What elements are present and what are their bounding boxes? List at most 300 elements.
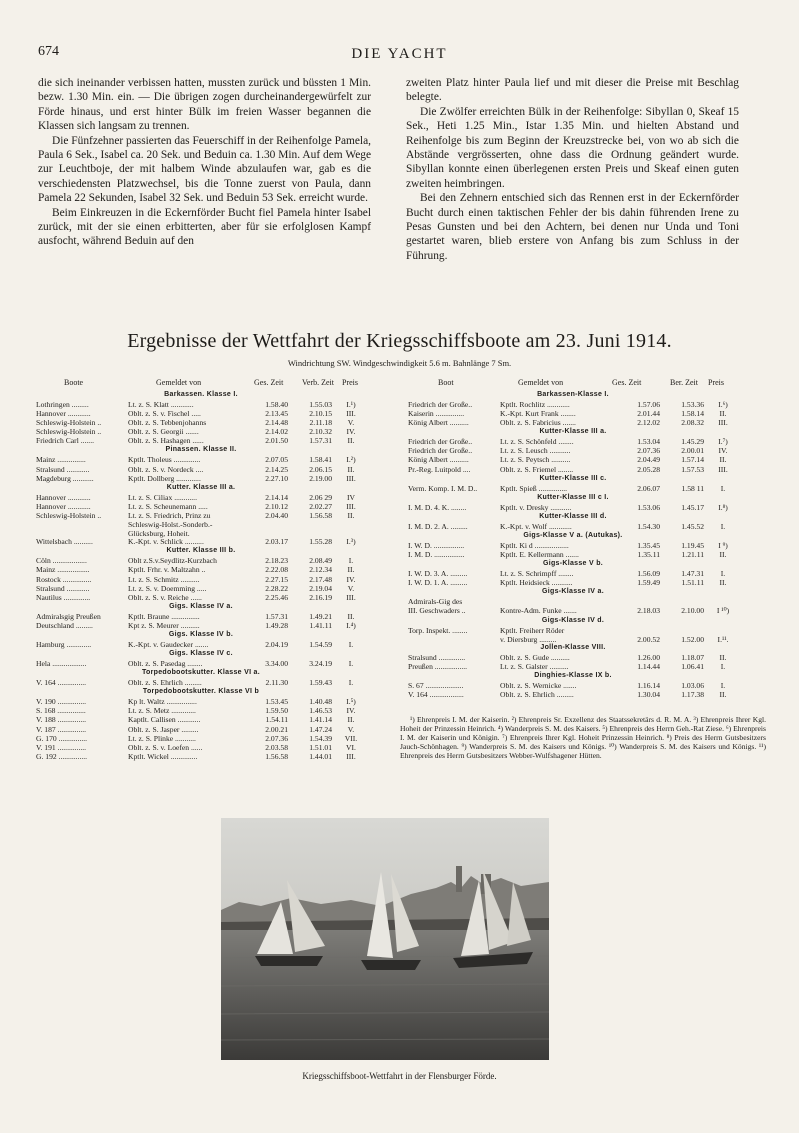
class-heading: Torpedobootskutter. Klasse VI b [142,688,260,696]
cell-elapsed: 1.56.09 [637,569,660,579]
cell-entrant: Oblt. z. S. v. Nordeck .... [128,464,204,474]
cell-entrant: Oblt. z. S. Gude .......... [500,653,570,663]
cell-elapsed: 2.07.05 [265,455,288,465]
cell-entrant: Lt. z. S. Galster .......... [500,662,569,672]
cell-corrected: 1.56.58 [309,510,332,520]
header-prize: Preis [342,378,358,387]
cell-entrant: Lt. z. S. Friedrich, Prinz zu [128,510,211,520]
cell-elapsed: 1.53.04 [637,437,660,447]
cell-corrected: 1.45.29 [681,437,704,447]
running-title: DIE YACHT [351,46,448,62]
table-row [36,409,366,418]
cell-boat: Friedrich der Große.. [408,437,473,447]
cell-elapsed: 1.53.06 [637,502,660,512]
cell-prize: II. [347,715,355,725]
cell-entrant: Oblt. z. S. Fabricius ....... [500,418,576,428]
cell-entrant: Kptlt. Wickel .............. [128,751,198,761]
cell-elapsed: 2.18.23 [265,556,288,566]
cell-corrected: 1.51.01 [309,742,332,752]
cell-entrant: Oblt. z. S. v. Fischel ..... [128,409,201,419]
cell-entrant: Kontre-Adm. Funke ....... [500,606,577,616]
cell-elapsed: 1.53.45 [265,697,288,707]
cell-boat: G. 192 ............... [36,751,88,761]
cell-entrant: K.-Kpt. v. Gaudecker ....... [128,639,209,649]
cell-prize: I.¹¹. [717,634,729,644]
header-entrant: Gemeldet von [518,378,564,387]
cell-corrected: 1.40.48 [309,697,332,707]
cell-prize: I. [720,662,726,672]
cell-corrected: 1.41.14 [309,715,332,725]
cell-elapsed: 1.56.58 [265,751,288,761]
header-boat: Boot [438,378,454,387]
cell-corrected: 2.06 29 [309,492,332,502]
cell-corrected: 1.46.53 [309,706,332,716]
cell-entrant: Kptlt. Heidsieck ........... [500,578,573,588]
table-row [408,465,738,474]
table-row [408,522,738,531]
class-heading: Gigs. Klasse IV a. [169,602,233,610]
cell-elapsed: 2.13.45 [265,409,288,419]
cell-elapsed: 2.06.07 [637,483,660,493]
race-conditions: Windrichtung SW. Windgeschwindigkeit 5.6 m. Bahnlänge 7 Sm. [287,358,512,368]
cell-entrant: Oblt. z. S. Tebbenjohanns [128,418,207,428]
cell-entrant: Lt. z. S. Schmitz .......... [128,574,200,584]
table-row [36,621,366,630]
table-row [36,493,366,502]
cell-boat: Cöln .................. [36,556,87,566]
cell-corrected: 2.10.32 [309,427,332,437]
cell-prize: I.⁸) [718,502,728,512]
article-right-column [406,76,739,263]
results-table-right [408,376,738,700]
cell-corrected: 1.51.11 [681,578,704,588]
cell-boat: Lothringen ......... [36,400,89,409]
cell-corrected: 1.47.24 [309,724,332,734]
cell-entrant: K.-Kpt. Kurt Frank ........ [500,409,576,419]
cell-prize: VII. [344,733,358,743]
cell-entrant: Lt. z. S. v. Doemming ..... [128,583,207,593]
cell-boat: Nautilus .............. [36,592,91,602]
cell-corrected: 1.17.38 [681,690,704,700]
cell-elapsed: 2.07.36 [265,733,288,743]
cell-entrant: K.-Kpt. v. Schlick .......... [128,537,204,547]
cell-prize: III. [718,464,728,474]
cell-entrant: Kptlt. Ki d .................. [500,540,569,550]
cell-elapsed: 2.14.14 [265,492,288,502]
table-row [36,752,366,761]
cell-corrected: 1.18.07 [681,653,704,663]
cell-boat: Friedrich der Große.. [408,446,473,456]
cell-boat: I. M. D. ................ [408,550,465,560]
cell-elapsed: 2.00.52 [637,634,660,644]
page-number: 674 [38,44,59,59]
photo-caption: Kriegsschiffsboot-Wettfahrt in der Flensburger Förde. [302,1071,497,1081]
table-row [408,541,738,550]
cell-elapsed: 2.11.30 [265,678,288,688]
results-table-left [36,376,366,761]
table-row [36,465,366,474]
cell-entrant: Oblt. z. S. Jasper ......... [128,724,199,734]
table-row [36,715,366,724]
class-heading: Gigs-Klasse V b. [542,560,604,568]
cell-elapsed: 1.54.30 [637,521,660,531]
cell-boat: V. 188 ............... [36,715,87,725]
footnote-text: ¹) Ehrenpreis I. M. der Kaiserin. ²) Ehrenpreis Sr. Exzellenz des Staatssekretärs d. R. M. A. ³) Ehrenpreis Ihrer Kgl. Hoheit der Prinzessin Heinrich. ⁴) Wanderpreis S. M. des Kaisers. ⁵) Ehrenpreis des Herrn Geh.-Rat Ziese. ⁶) Ehrenpreis I. M. der Kaiserin und Königin. ⁷) Ehrenpreis Ihrer Kgl. Hoheit Prinzessin Heinrich. ⁸) Preis des Herrn Gutsbesitzers Jauch-Schönhagen. ⁹) Wanderpreis S. M. des Kaisers und Königs. ¹⁰) Wanderpreis S. M. des Kaisers und Königs. ¹¹) Ehrenpreis des Herrn Gutsbesitzers Webber-Wulfshagener Hütten. [400,715,766,760]
cell-corrected: 2.16.19 [309,592,332,602]
cell-corrected: 1.54.59 [309,639,332,649]
cell-entrant: K.-Kpt. v. Wolf ............ [500,521,572,531]
class-heading: Gigs-Klasse V a. (Autukas). [523,531,623,539]
cell-corrected: 1.45.17 [681,502,704,512]
cell-boat: I. M. D. 4. K. ........ [408,502,467,512]
cell-boat: Schleswig-Holstein .. [36,510,102,520]
table-row [36,575,366,584]
table-row [36,511,366,520]
cell-corrected: 2.08.49 [309,556,332,566]
table-row [408,606,738,615]
cell-elapsed: 1.54.11 [265,715,288,725]
table-row [408,597,738,606]
cell-boat: V. 191 ............... [36,742,87,752]
cell-entrant: v. Diersburg ......... [500,634,557,644]
cell-boat: Stralsund ............ [36,583,90,593]
cell-elapsed: 1.14.44 [637,662,660,672]
cell-boat: Hela .................. [36,659,87,669]
cell-boat: König Albert .......... [408,418,469,428]
class-heading: Gigs-Klasse IV a. [542,588,604,596]
cell-elapsed: 2.05.28 [637,464,660,474]
cell-corrected: 1.06.41 [681,662,704,672]
cell-elapsed: 2.04.19 [265,639,288,649]
class-heading: Kutter. Klasse III a. [166,483,236,491]
cell-corrected: 2.08.32 [681,418,704,428]
cell-elapsed: 1.16.14 [637,681,660,691]
table-row [408,569,738,578]
cell-entrant: Kptlt. Spieß ............... [500,483,568,493]
cell-boat: Hannover ............ [36,501,91,511]
table-row [36,529,366,538]
cell-elapsed: 2.01.50 [265,436,288,446]
cell-boat: Admiralsgig Preußen [36,611,101,621]
cell-corrected: 1.52.00 [681,634,704,644]
class-heading: Torpedobootskutter. Klasse VI a. [142,669,260,677]
cell-corrected: 1.55.03 [309,400,332,409]
cell-corrected: 2.00.01 [681,446,704,456]
paragraph: Die Fünfzehner passierten das Feuerschiff in der Reihenfolge Pamela, Paula 6 Sek., Isabel ca. 20 Sek. und Beduin ca. 1.30 Min. Auf dem Wege zur Leuchtboje, der mit halbem Winde abzulaufen war, gab es die verschiedensten Platzwechsel, bis die Tonne zuerst von Paula, dann Pamela 22 Sekunden, Isabel 32 Sek. und Beduin 53 Sek. erreicht wurde. [38,134,371,205]
cell-corrected: 1.53.36 [681,400,704,409]
cell-entrant: Oblt. z. S. Ehrlich ......... [500,690,574,700]
table-row [36,725,366,734]
class-heading: Kutter-Klasse III a. [539,428,607,436]
class-heading: Gigs-Klasse IV d. [541,616,605,624]
cell-boat: V. 187 ............... [36,724,87,734]
cell-prize: V. [347,583,355,593]
cell-boat: Stralsund .............. [408,653,466,663]
cell-prize: III. [346,501,356,511]
cell-entrant: Kptlt. Freiherr Röder [500,625,565,635]
cell-prize: VI. [346,742,356,752]
cell-boat: S. 168 ............... [36,706,86,716]
class-heading: Kutter-Klasse III c I. [537,493,609,501]
cell-prize: III. [346,751,356,761]
cell-prize: I.⁵) [346,697,356,707]
cell-boat: Preußen ................. [408,662,468,672]
cell-boat: Kaiserin ............... [408,409,465,419]
cell-entrant: Lt. z. S. Schrimpff ........ [500,569,574,579]
cell-entrant: Oblt. z. S. Georgii ....... [128,427,199,437]
cell-corrected: 1.57.14 [681,455,704,465]
cell-elapsed: 2.00.21 [265,724,288,734]
table-row [36,640,366,649]
table-row [36,502,366,511]
cell-elapsed: 2.25.46 [265,592,288,602]
cell-boat: I. W. D. ................ [408,540,465,550]
cell-corrected: 1.57.53 [681,464,704,474]
cell-corrected: 1.58.41 [309,455,332,465]
cell-elapsed: 2.14.25 [265,464,288,474]
table-header [408,376,738,390]
cell-prize: II. [347,510,355,520]
cell-prize: II. [347,436,355,446]
cell-prize: III. [346,473,356,483]
class-heading: Kutter-Klasse III d. [539,512,607,520]
table-row [36,706,366,715]
cell-corrected: 1.49.21 [309,611,332,621]
table-row [408,626,738,635]
cell-elapsed: 2.03.58 [265,742,288,752]
table-row [36,565,366,574]
cell-entrant: Lt. z. S. Schönfeld ........ [500,437,574,447]
table-row [408,681,738,690]
cell-elapsed: 1.35.11 [637,550,660,560]
table-row [36,697,366,706]
cell-entrant: Oblt. z. S. Wernicke ....... [500,681,577,691]
header-prize: Preis [708,378,724,387]
cell-elapsed: 2.18.03 [637,606,660,616]
cell-prize: III. [346,409,356,419]
cell-elapsed: 2.14.48 [265,418,288,428]
cell-boat: V. 164 .................. [408,690,464,700]
cell-entrant: Oblt. z. S. Ehrlich ......... [128,678,202,688]
cell-entrant: Lt. z. S. Ciliax ............ [128,492,197,502]
cell-entrant: Oblt. z. S. v. Reiche ...... [128,592,202,602]
table-row [408,484,738,493]
table-row [408,578,738,587]
cell-boat: Deutschland ......... [36,620,93,630]
cell-entrant: Schleswig-Holst.-Sonderb.- [128,520,213,530]
class-heading: Kutter. Klasse III b. [166,547,236,555]
cell-boat: Torp. Inspekt. ........ [408,625,468,635]
cell-elapsed: 1.57.06 [637,400,660,409]
cell-boat: Hamburg ............. [36,639,92,649]
cell-prize: I. [348,678,354,688]
cell-prize: II. [719,455,727,465]
cell-elapsed: 1.59.50 [265,706,288,716]
cell-boat: Stralsund ............ [36,464,90,474]
cell-elapsed: 1.30.04 [637,690,660,700]
table-row [408,690,738,699]
paragraph: die sich ineinander verbissen hatten, mussten zurück und büssten 1 Min. bezw. 1.30 Min. ein. — Die übrigen zogen durcheinandergewürfelt zur Förde hinaus, und erst hinter Bülk im freien Wasser begannen die Klassen sich langsam zu trennen. [38,77,371,133]
table-body [408,390,738,700]
class-heading: Gigs. Klasse IV b. [168,630,234,638]
cell-boat: Mainz ................. [36,565,90,575]
class-heading: Barkassen-Klasse I. [537,391,609,398]
cell-prize: I ¹⁰) [716,606,730,616]
table-row [36,556,366,565]
cell-prize: IV. [346,427,356,437]
cell-corrected: 1.21.11 [681,550,704,560]
table-row [36,418,366,427]
cell-boat: Hannover ............ [36,492,91,502]
cell-prize: I.²) [346,455,356,465]
cell-corrected: 1.55.28 [309,537,332,547]
table-row [408,503,738,512]
cell-corrected: 2.10.15 [309,409,332,419]
table-row [36,436,366,445]
cell-elapsed: 1.58.40 [265,400,288,409]
cell-boat: Pr.-Reg. Luitpold .... [408,464,471,474]
cell-entrant: Kptlt. Braune ............... [128,611,200,621]
cell-elapsed: 2.12.02 [637,418,660,428]
table-row [36,427,366,436]
cell-elapsed: 2.01.44 [637,409,660,419]
table-row [36,537,366,546]
cell-elapsed: 1.59.49 [637,578,660,588]
cell-entrant: Kptlt. Frhr. v. Maltzahn .. [128,565,206,575]
cell-entrant: Lt. z. S. Scheunemann ..... [128,501,208,511]
cell-entrant: Kpt z. S. Meurer .......... [128,620,200,630]
cell-corrected: 2.11.18 [309,418,332,428]
cell-prize: I.⁴) [346,620,356,630]
cell-prize: II. [719,578,727,588]
cell-prize: II. [347,611,355,621]
cell-elapsed: 1.57.31 [265,611,288,621]
cell-prize: V. [347,724,355,734]
cell-boat: I. W. D. 3. A. ......... [408,569,468,579]
cell-corrected: 2.06.15 [309,464,332,474]
cell-corrected: 1.54.39 [309,733,332,743]
table-row [36,593,366,602]
table-row [408,662,738,671]
class-heading: Pinassen. Klasse II. [165,446,237,454]
cell-prize: I. [720,521,726,531]
cell-elapsed: 2.04.40 [265,510,288,520]
class-heading: Gigs. Klasse IV c. [169,650,233,658]
cell-corrected: 1.45.52 [681,521,704,531]
cell-corrected: 2.02.27 [309,501,332,511]
cell-prize: I. [720,569,726,579]
cell-elapsed: 1.35.45 [637,540,660,550]
cell-prize: I.⁷) [718,437,728,447]
cell-corrected: 1.58.14 [681,409,704,419]
article-left-column [38,76,371,249]
cell-elapsed: 2.04.49 [637,455,660,465]
table-row [36,400,366,409]
cell-boat: Schleswig-Holstein .. [36,418,102,428]
cell-boat: Mainz ............... [36,455,86,465]
cell-boat: Friedrich der Große.. [408,400,473,409]
cell-boat: König Albert .......... [408,455,469,465]
cell-prize: V. [347,418,355,428]
cell-boat: I. M. D. 2. A. ......... [408,521,468,531]
cell-boat: Admirals-Gig des [408,597,463,607]
class-heading: Jollen-Klasse VIII. [540,644,606,652]
cell-boat: V. 164 ............... [36,678,87,688]
cell-entrant: Oblt. z. S. Hashagen ...... [128,436,204,446]
header-entrant: Gemeldet von [156,378,202,387]
cell-prize: II. [719,653,727,663]
class-heading: Kutter-Klasse III c. [539,474,607,482]
cell-entrant: Kptlt. E. Kellermann ....... [500,550,579,560]
table-row [36,455,366,464]
table-row [36,612,366,621]
table-row [36,659,366,668]
cell-prize: IV. [346,574,356,584]
cell-corrected: 3.24.19 [309,659,332,669]
cell-entrant: Oblt z.S.v.Seydlitz-Kurzbach [128,556,217,566]
cell-boat: S. 67 .................... [408,681,464,691]
cell-prize: I. [720,483,726,493]
table-row [408,635,738,644]
cell-corrected: 2.10.00 [681,606,704,616]
cell-elapsed: 2.03.17 [265,537,288,547]
cell-elapsed: 1.26.00 [637,653,660,663]
cell-entrant: Kptlt. Dollberg ............. [128,473,201,483]
cell-prize: I.⁶) [718,400,728,409]
header-corrected: Ber. Zeit [670,378,698,387]
cell-entrant: Oblt. z. S. Friemel ........ [500,464,574,474]
cell-prize: III. [346,592,356,602]
paragraph: Die Zwölfer erreichten Bülk in der Reihenfolge: Sibyllan 0, Skeaf 15 Sek., Heti 1.25 Min., Istar 1.35 Min. und hielten Abstand und Reihenfolge bis zum Beginn der Kreuzstrecke bei, von wo ab sich die Abstände vergrösserten, ohne dass die Ordnung geändert wurde. Sibyllan konnte einen überlegenen ersten Preis und Skeaf einen guten zweiten heimbringen. [406,105,739,190]
table-row [408,455,738,464]
cell-boat: I. W. D. 1. A. ......... [408,578,468,588]
cell-entrant: Kptlt. v. Dresky ........... [500,502,572,512]
cell-boat: III. Geschwaders .. [408,606,466,616]
cell-prize: I. [348,639,354,649]
cell-prize: I.³) [346,537,356,547]
cell-corrected: 2.12.34 [309,565,332,575]
table-row [36,678,366,687]
cell-entrant: Oblt. z. S. v. Loefen ...... [128,742,203,752]
cell-boat: Rostock ............... [36,574,92,584]
paragraph: Bei den Zehnern entschied sich das Rennen erst in der Eckernförder Bucht durch einen taktischen Fehler der bis dahin führenden Irene zu Pesas Gunsten und bei den Achtern, bei denen nur Unda und Toni gestartet waren, blieb erstere von Anfang bis zum Schluss in der Führung. [406,192,739,262]
cell-boat: G. 170 ............... [36,733,88,743]
cell-elapsed: 2.14.02 [265,427,288,437]
cell-elapsed: 2.10.12 [265,501,288,511]
cell-entrant: Lt. z. S. Metz ............. [128,706,196,716]
cell-prize: II. [719,690,727,700]
cell-elapsed: 2.27.15 [265,574,288,584]
table-body [36,390,366,761]
cell-prize: IV. [346,706,356,716]
cell-entrant: Lt. z. S. Leusch ........... [500,446,571,456]
cell-elapsed: 3.34.00 [265,659,288,669]
cell-prize: II. [347,565,355,575]
cell-prize: II. [719,409,727,419]
header-corrected: Verb. Zeit [302,378,334,387]
cell-elapsed: 2.27.10 [265,473,288,483]
cell-entrant: Kptlt. Rochlitz ............ [500,400,570,409]
cell-entrant: Lt. z. S. Peytsch .......... [500,455,571,465]
cell-corrected: 1.47.31 [681,569,704,579]
paragraph: zweiten Platz hinter Paula lief und mit dieser die Preise mit Beschlag belegte. [406,77,739,104]
header-boat: Boote [64,378,84,387]
cell-elapsed: 2.07.36 [637,446,660,456]
header-elapsed: Ges. Zeit [254,378,284,387]
cell-elapsed: 2.28.22 [265,583,288,593]
cell-corrected: 1.58 11 [681,483,704,493]
results-title: Ergebnisse der Wettfahrt der Kriegsschiffsboote am 23. Juni 1914. [127,330,672,352]
